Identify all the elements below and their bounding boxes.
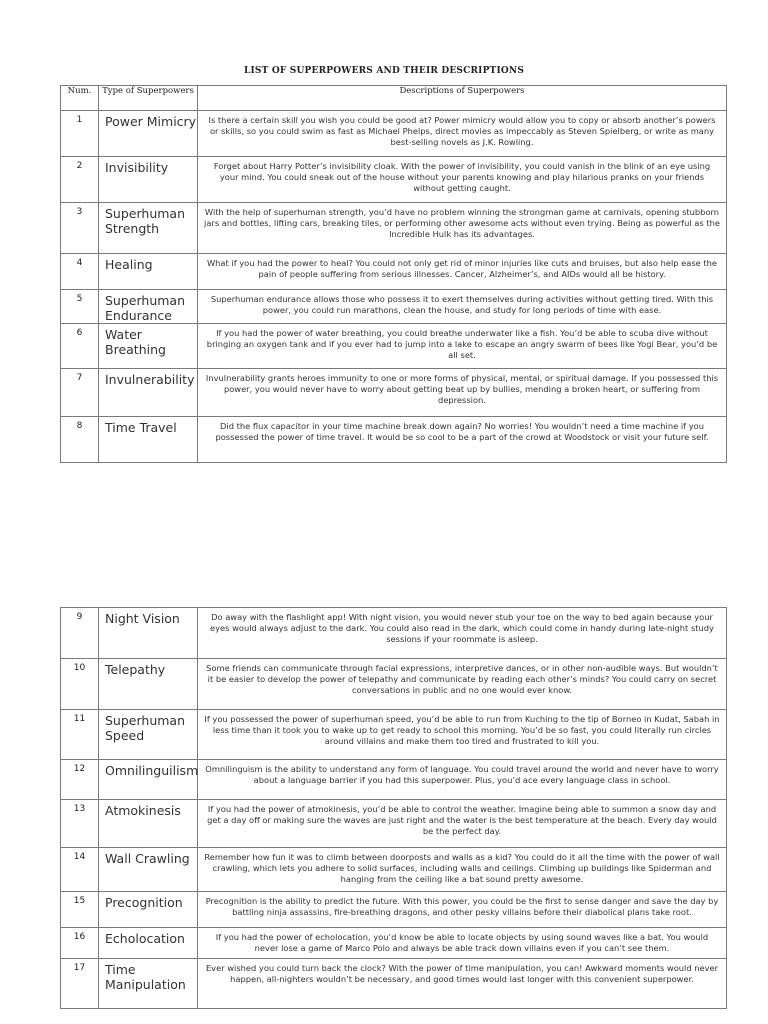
table-row	[61, 659, 727, 710]
table-row	[61, 800, 727, 848]
superpower-description: Did the flux capacitor in your time machine break down again? No worries! You wouldn’t need a time machine if you possessed the power of time travel. It would be so cool to be a part of the crowd at Woodstock or visit your future self.	[198, 417, 727, 463]
superpower-name: Night Vision	[99, 608, 198, 659]
table-row	[61, 928, 727, 959]
superpower-name: Time Travel	[99, 417, 198, 463]
table-row	[61, 203, 727, 254]
header-desc: Descriptions of Superpowers	[198, 86, 727, 111]
table-row	[61, 157, 727, 203]
superpower-description: If you had the power of atmokinesis, you’d be able to control the weather. Imagine being able to summon a snow day and get a day off or making sure the waves are just right and the water is the best temperature at the beach. Every day would be the perfect day.	[198, 800, 727, 848]
row-number: 14	[61, 848, 99, 892]
row-number: 1	[61, 111, 99, 157]
row-number: 16	[61, 928, 99, 959]
superpowers-table-part-1	[60, 85, 727, 463]
row-number: 12	[61, 760, 99, 800]
superpower-description: Ever wished you could turn back the clock? With the power of time manipulation, you can! Awkward moments would never happen, all-nighters wouldn’t be necessary, and good times would last longer with this convenient superpower.	[198, 959, 727, 1009]
table-row	[61, 324, 727, 369]
row-number: 7	[61, 369, 99, 417]
row-number: 11	[61, 710, 99, 760]
superpower-name: Power Mimicry	[99, 111, 198, 157]
superpower-description: What if you had the power to heal? You could not only get rid of minor injuries like cuts and bruises, but also help ease the pain of people suffering from serious illnesses. Cancer, Alzheimer’s, and AIDs would all be history.	[198, 254, 727, 290]
row-number: 13	[61, 800, 99, 848]
header-num: Num.	[61, 86, 99, 111]
superpower-name: Telepathy	[99, 659, 198, 710]
table-row	[61, 710, 727, 760]
row-number: 17	[61, 959, 99, 1009]
superpower-name: Superhuman Speed	[99, 710, 198, 760]
superpower-description: With the help of superhuman strength, you’d have no problem winning the strongman game at carnivals, opening stubborn jars and bottles, lifting cars, breaking tiles, or performing other awesome acts without even trying. Being as powerful as the Incredible Hulk has its advantages.	[198, 203, 727, 254]
table-body-2	[61, 608, 727, 1009]
superpower-name: Superhuman Endurance	[99, 290, 198, 324]
table-row	[61, 760, 727, 800]
table-row	[61, 959, 727, 1009]
superpower-description: If you had the power of water breathing, you could breathe underwater like a fish. You’d be able to scuba dive without bringing an oxygen tank and if you ever had to jump into a lake to escape an angry swarm of bees like Yogi Bear, you’d be all set.	[198, 324, 727, 369]
superpower-description: Do away with the flashlight app! With night vision, you would never stub your toe on the way to bed again because your eyes would always adjust to the dark. You could also read in the dark, which could come in handy during late-night study sessions if your roommate is asleep.	[198, 608, 727, 659]
row-number: 2	[61, 157, 99, 203]
row-number: 5	[61, 290, 99, 324]
superpower-name: Invisibility	[99, 157, 198, 203]
superpower-description: Remember how fun it was to climb between doorposts and walls as a kid? You could do it all the time with the power of wall crawling, which lets you adhere to solid surfaces, including walls and ceilings. Climbing up buildings like Spiderman and hanging from the ceiling like a bat sound pretty awesome.	[198, 848, 727, 892]
superpower-description: Some friends can communicate through facial expressions, interpretive dances, or in other non-audible ways. But wouldn’t it be easier to develop the power of telepathy and communicate by reading each other’s minds? You could carry on secret conversations in public and no one would ever know.	[198, 659, 727, 710]
superpower-description: Precognition is the ability to predict the future. With this power, you could be the first to sense danger and save the day by battling ninja assassins, fire-breathing dragons, and other pesky villains before their diabolical plans take root.	[198, 892, 727, 928]
superpower-description: Omnilinguism is the ability to understand any form of language. You could travel around the world and never have to worry about a language barrier if you had this superpower. Plus, you’d ace every language class in school.	[198, 760, 727, 800]
superpower-name: Water Breathing	[99, 324, 198, 369]
table-row	[61, 369, 727, 417]
row-number: 8	[61, 417, 99, 463]
row-number: 3	[61, 203, 99, 254]
table-row	[61, 608, 727, 659]
superpower-description: Forget about Harry Potter’s invisibility cloak. With the power of invisibility, you could vanish in the blink of an eye using your mind. You could sneak out of the house without your parents knowing and play hilarious pranks on your friends without getting caught.	[198, 157, 727, 203]
superpower-description: Superhuman endurance allows those who possess it to exert themselves during activities without getting tired. With this power, you could run marathons, clean the house, and study for long periods of time with ease.	[198, 290, 727, 324]
row-number: 6	[61, 324, 99, 369]
superpower-description: Is there a certain skill you wish you could be good at? Power mimicry would allow you to copy or absorb another’s powers or skills, so you could swim as fast as Michael Phelps, direct movies as impeccably as Steven Spielberg, or write as many best-selling novels as J.K. Rowling.	[198, 111, 727, 157]
superpower-name: Atmokinesis	[99, 800, 198, 848]
row-number: 10	[61, 659, 99, 710]
table-row	[61, 254, 727, 290]
superpower-description: If you had the power of echolocation, you’d know be able to locate objects by using sound waves like a bat. You would never lose a game of Marco Polo and always be able track down villains even if you can’t see them.	[198, 928, 727, 959]
table-row	[61, 290, 727, 324]
page-title: LIST OF SUPERPOWERS AND THEIR DESCRIPTIONS	[243, 66, 525, 76]
row-number: 15	[61, 892, 99, 928]
superpower-name: Time Manipulation	[99, 959, 198, 1009]
superpower-name: Precognition	[99, 892, 198, 928]
superpower-name: Echolocation	[99, 928, 198, 959]
superpowers-table-part-2	[60, 607, 727, 1009]
row-number: 9	[61, 608, 99, 659]
superpower-name: Wall Crawling	[99, 848, 198, 892]
superpower-name: Invulnerability	[99, 369, 198, 417]
table-row	[61, 892, 727, 928]
table-row	[61, 848, 727, 892]
superpower-name: Superhuman Strength	[99, 203, 198, 254]
superpower-name: Omnilinguilism	[99, 760, 198, 800]
superpower-name: Healing	[99, 254, 198, 290]
row-number: 4	[61, 254, 99, 290]
table-row	[61, 111, 727, 157]
table-header-row	[61, 86, 727, 111]
superpower-description: If you possessed the power of superhuman speed, you’d be able to run from Kuching to the tip of Borneo in Kudat, Sabah in less time than it took you to wake up to get ready to school this morning. You’d be so fast, you could literally run circles around villains and make them too tired and frustrated to kill you.	[198, 710, 727, 760]
table-row	[61, 417, 727, 463]
header-type: Type of Superpowers	[99, 86, 198, 111]
superpower-description: Invulnerability grants heroes immunity to one or more forms of physical, mental, or spiritual damage. If you possessed this power, you would never have to worry about getting beat up by bullies, mending a broken heart, or suffering from depression.	[198, 369, 727, 417]
table-body-1	[61, 111, 727, 463]
